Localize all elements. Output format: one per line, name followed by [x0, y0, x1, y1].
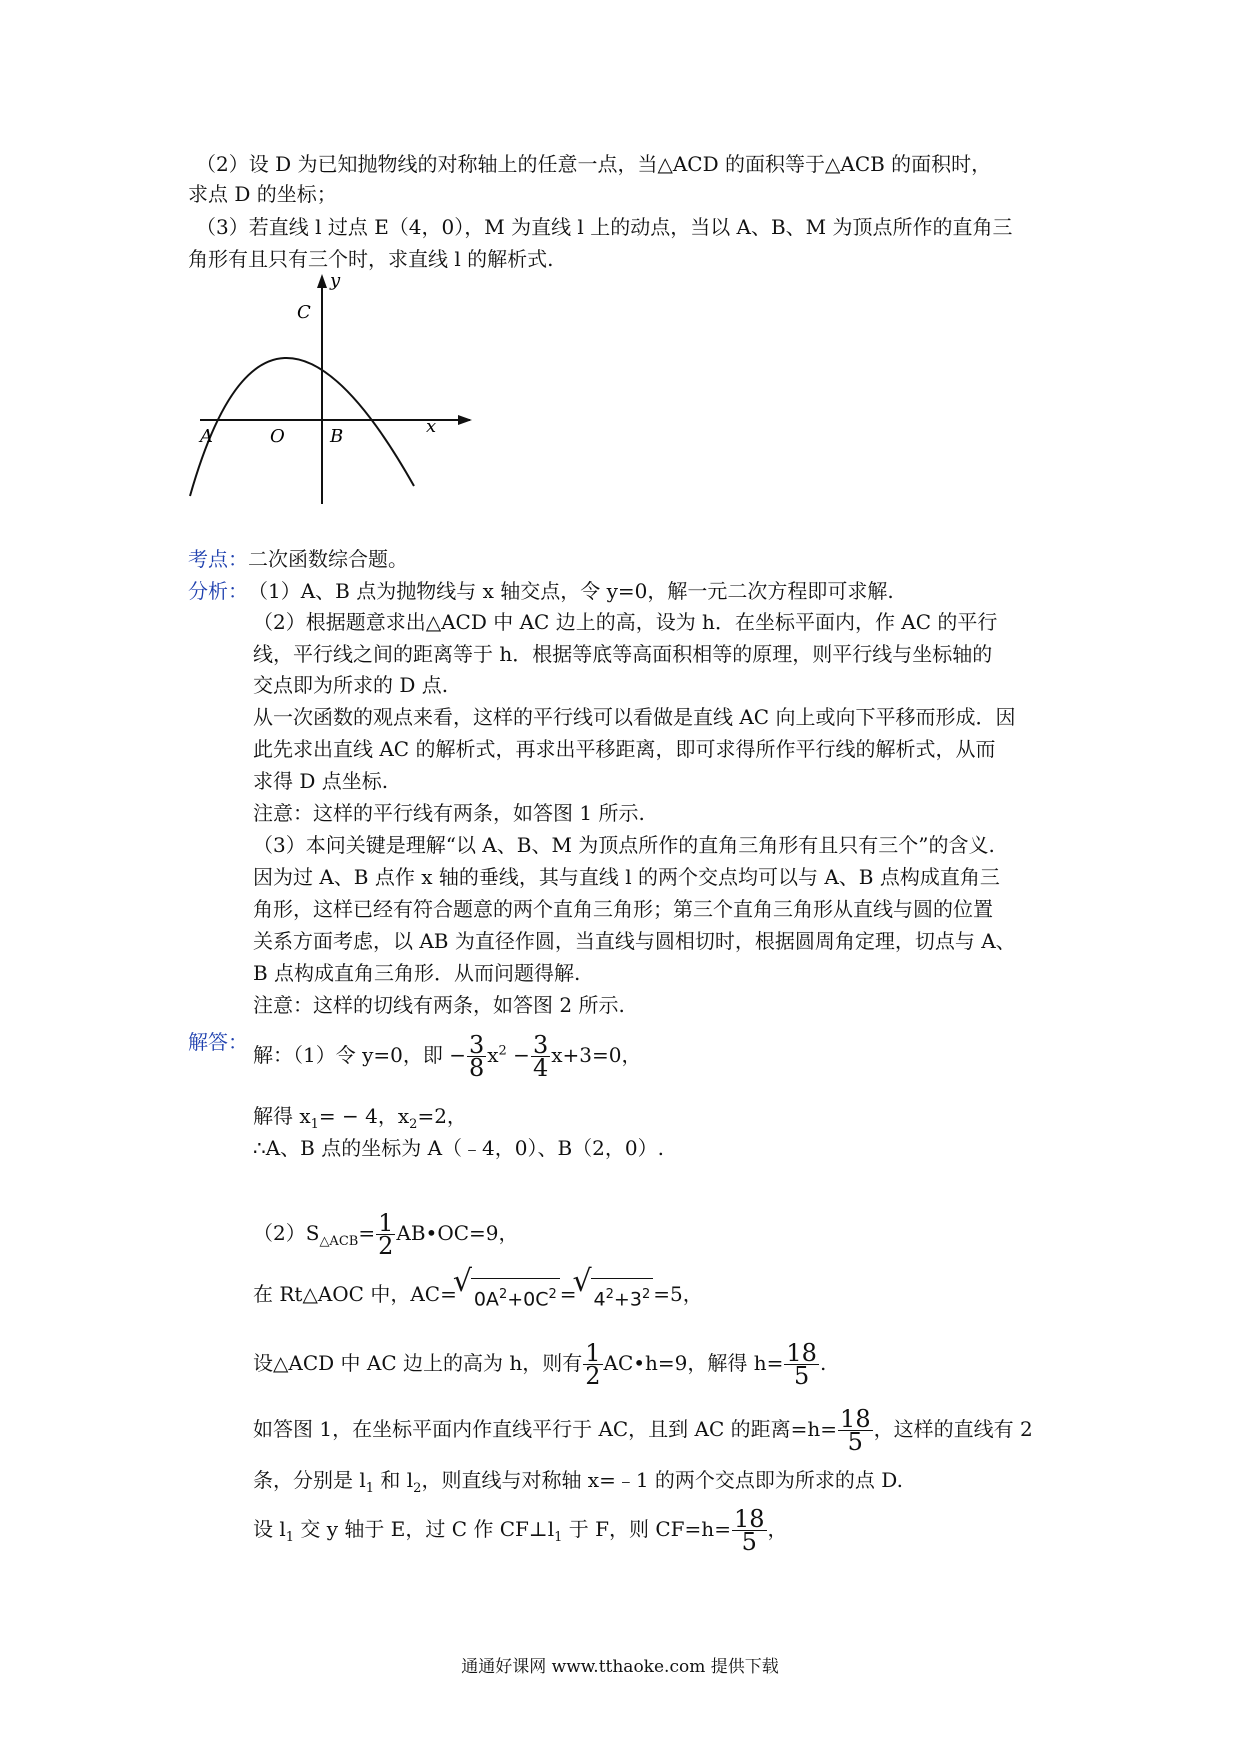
x-axis-arrow [458, 415, 472, 425]
q3-line-2: 角形有且只有三个时，求直线 l 的解析式. [188, 247, 554, 271]
fenxi-line-6: 求得 D 点坐标. [253, 769, 389, 793]
fraction-3-4 [531, 1031, 550, 1082]
sol5-a: 在 Rt△AOC 中，AC= [253, 1282, 457, 1307]
fraction-1-2 [583, 1339, 602, 1390]
fenxi-tag: 分析： [188, 579, 248, 603]
radicand-a: 4 [593, 1288, 606, 1311]
sqrt-icon: √ [572, 1264, 592, 1299]
q2-line-2: 求点 D 的坐标； [188, 182, 337, 206]
origin-label: O [270, 426, 285, 447]
y-axis-label: y [330, 272, 341, 291]
parabola-curve [190, 358, 414, 496]
sol8-a: 条，分别是 l [253, 1468, 366, 1492]
point-a-label: A [200, 426, 213, 447]
exp: 2 [548, 1287, 557, 1302]
fraction-1-2 [376, 1209, 395, 1260]
radicand-b: +0C [507, 1288, 549, 1311]
frac-num: 1 [378, 1209, 394, 1237]
sqrt-oa-oc [452, 1264, 560, 1313]
fraction-18-5 [784, 1339, 819, 1390]
sol6-end: . [819, 1351, 827, 1375]
fenxi-line-0: （1）A、B 点为抛物线与 x 轴交点，令 y=0，解一元二次方程即可求解. [248, 579, 894, 603]
solution-line-3: ∴A、B 点的坐标为 A（﹣4，0）、B（2，0）. [253, 1136, 664, 1160]
x-axis-label: x [426, 416, 437, 437]
fenxi-line-9: 因为过 A、B 点作 x 轴的垂线，其与直线 l 的两个交点均可以与 A、B 点构成直角三 [253, 865, 1000, 889]
sol9-end: ， [767, 1517, 788, 1541]
sol6-a: 设△ACD 中 AC 边上的高为 h，则有 [253, 1351, 583, 1375]
sol5-eq: = [559, 1282, 577, 1307]
sol9-c: 于 F，则 CF=h= [562, 1517, 731, 1541]
fraction-18-5 [838, 1405, 873, 1456]
sol1-text-a: 解：（1）令 y=0，即 − [253, 1043, 466, 1067]
kaodian-tag: 考点： [188, 547, 248, 571]
fenxi-line-4: 从一次函数的观点来看，这样的平行线可以看做是直线 AC 向上或向下平移而形成．因 [253, 705, 1016, 729]
fenxi-line-5: 此先求出直线 AC 的解析式，再求出平移距离，即可求得所作平行线的解析式，从而 [253, 737, 996, 761]
frac-num: 18 [733, 1505, 765, 1533]
frac-num: 3 [532, 1031, 549, 1059]
sol1-minus: − [506, 1043, 530, 1067]
sol8-sub2: 2 [413, 1481, 422, 1496]
sol1-text-b: x+3=0， [551, 1043, 642, 1067]
sol2-c: =2， [417, 1104, 467, 1128]
sol4-sub: △ACB [319, 1234, 359, 1249]
sol9-b: 交 y 轴于 E，过 C 作 CF⊥l [294, 1517, 555, 1541]
sol1-exp: 2 [498, 1043, 507, 1059]
exp: 2 [605, 1287, 614, 1302]
frac-den: 2 [585, 1362, 601, 1390]
solution-line-7 [253, 1405, 1033, 1456]
fraction-3-8 [467, 1031, 486, 1082]
page-footer: 通通好课网 www.tthaoke.com 提供下载 [461, 1657, 779, 1677]
frac-num: 1 [585, 1339, 601, 1367]
sol2-sub1: 1 [310, 1117, 319, 1132]
solution-line-1 [253, 1031, 642, 1082]
sol4-a: （2）S [253, 1221, 320, 1245]
fenxi-line-11: 关系方面考虑，以 AB 为直径作圆，当直线与圆相切时，根据圆周角定理，切点与 A、 [253, 929, 1016, 953]
radicand-a: 0A [473, 1288, 499, 1311]
solution-line-5 [253, 1264, 703, 1313]
fraction-18-5 [732, 1505, 767, 1556]
frac-num: 18 [786, 1339, 817, 1367]
sol1-var: x [487, 1043, 499, 1067]
q3-line-1: （3）若直线 l 过点 E（4，0），M 为直线 l 上的动点，当以 A、B、M 为顶点所作的直角三 [196, 215, 1013, 239]
fenxi-line-3: 交点即为所求的 D 点. [253, 673, 449, 697]
radicand-b: +3 [613, 1288, 642, 1311]
sol8-b: 和 l [374, 1468, 414, 1492]
fenxi-line-12: B 点构成直角三角形．从而问题得解. [253, 961, 581, 985]
radicand [471, 1278, 560, 1313]
frac-den: 2 [378, 1232, 394, 1260]
frac-num: 3 [468, 1031, 485, 1059]
jieda-tag: 解答： [188, 1030, 248, 1054]
sol7-a: 如答图 1，在坐标平面内作直线平行于 AC，且到 AC 的距离=h= [253, 1417, 838, 1441]
sol2-sub2: 2 [409, 1117, 418, 1132]
radicand [591, 1278, 654, 1313]
sol2-a: 解得 x [253, 1104, 311, 1128]
point-c-label: C [297, 302, 311, 323]
solution-line-6 [253, 1339, 827, 1390]
exp: 2 [641, 1287, 651, 1302]
fenxi-line-7: 注意：这样的平行线有两条，如答图 1 所示. [253, 801, 645, 825]
exp: 2 [498, 1287, 508, 1302]
parabola-figure [180, 272, 490, 512]
kaodian-text: 二次函数综合题。 [248, 547, 408, 571]
sqrt-icon: √ [452, 1264, 472, 1299]
sol5-end: =5， [653, 1282, 703, 1307]
frac-num: 18 [840, 1405, 871, 1433]
frac-den: 5 [847, 1428, 863, 1456]
frac-den: 5 [741, 1528, 757, 1556]
fenxi-line-13: 注意：这样的切线有两条，如答图 2 所示. [253, 993, 625, 1017]
y-axis-arrow [317, 274, 327, 288]
sol4-eq: = [358, 1221, 376, 1245]
solution-line-4 [253, 1209, 519, 1260]
frac-den: 8 [468, 1054, 485, 1082]
sol6-b: AC•h=9，解得 h= [603, 1351, 784, 1375]
solution-line-9 [253, 1505, 788, 1556]
q2-line-1: （2）设 D 为已知抛物线的对称轴上的任意一点，当△ACD 的面积等于△ACB 的面积时， [196, 152, 992, 176]
fenxi-line-10: 角形，这样已经有符合题意的两个直角三角形；第三个直角三角形从直线与圆的位置 [253, 897, 993, 921]
sol4-b: AB•OC=9， [396, 1221, 519, 1245]
fenxi-line-8: （3）本问关键是理解“以 A、B、M 为顶点所作的直角三角形有且只有三个”的含义. [253, 833, 995, 857]
frac-den: 5 [794, 1362, 810, 1390]
sol8-c: ，则直线与对称轴 x=﹣1 的两个交点即为所求的点 D. [421, 1468, 903, 1492]
frac-den: 4 [532, 1054, 549, 1082]
sqrt-4-3 [572, 1264, 654, 1313]
fenxi-line-2: 线，平行线之间的距离等于 h．根据等底等高面积相等的原理，则平行线与坐标轴的 [253, 642, 993, 666]
sol8-sub1: 1 [365, 1481, 375, 1496]
sol9-a: 设 l [253, 1517, 286, 1541]
sol7-b: ，这样的直线有 2 [873, 1417, 1033, 1441]
sol9-sub2: 1 [554, 1530, 563, 1545]
kaodian-section [188, 545, 408, 573]
fenxi-line-1: （2）根据题意求出△ACD 中 AC 边上的高，设为 h．在坐标平面内，作 AC 的平行 [253, 610, 998, 634]
sol9-sub1: 1 [285, 1530, 295, 1545]
solution-line-8 [253, 1466, 903, 1503]
point-b-label: B [330, 426, 344, 447]
sol2-b: = − 4，x [318, 1104, 410, 1128]
